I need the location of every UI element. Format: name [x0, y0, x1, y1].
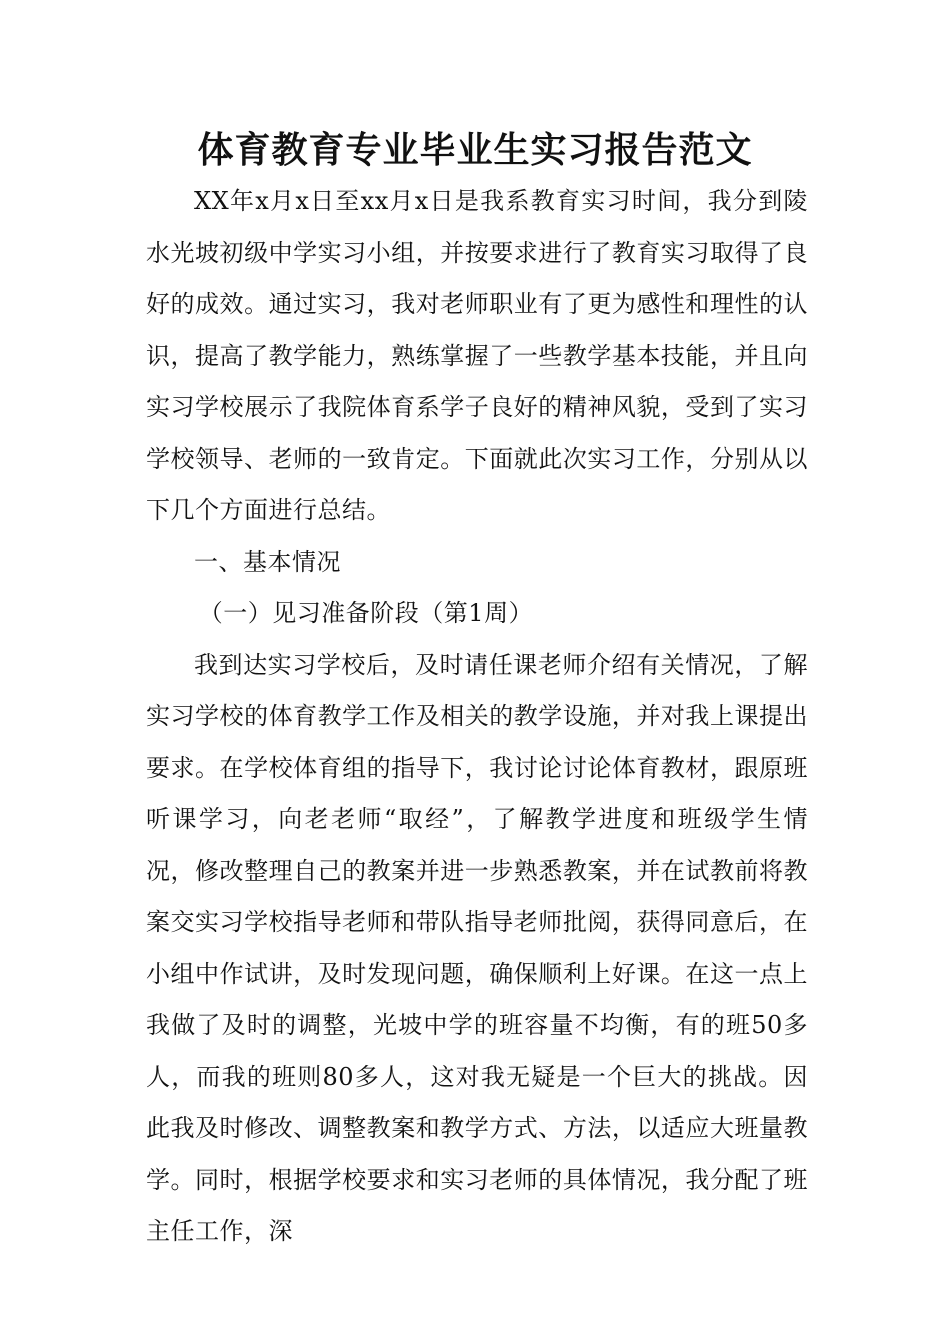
document-title: 体育教育专业毕业生实习报告范文 [197, 130, 753, 171]
section-heading: 一、基本情况 [194, 547, 341, 576]
subsection-heading: （一）见习准备阶段（第1周） [198, 599, 534, 627]
intro-paragraph: XX年x月x日至xx月x日是我系教育实习时间，我分到陵水光坡初级中学实习小组，并按要求进行了教育实习取得了良好的成效。通过实习，我对老师职业有了更为感性和理性的认识，提高了教学能力，熟练掌握了一些教学基本技能，并且向实习学校展示了我院体育系学子良好的精神风貌，受到了实习学校领导、老师的一致肯定。下面就此次实习工作，分别从以下几个方面进行总结。 [146, 187, 808, 524]
body-paragraph: 我到达实习学校后，及时请任课老师介绍有关情况，了解实习学校的体育教学工作及相关的教学设施，并对我上课提出要求。在学校体育组的指导下，我讨论讨论体育教材，跟原班听课学习，向老老师“取经”，了解教学进度和班级学生情况，修改整理自己的教案并进一步熟悉教案，并在试教前将教案交实习学校指导老师和带队指导老师批阅，获得同意后，在小组中作试讲，及时发现问题，确保顺利上好课。在这一点上我做了及时的调整，光坡中学的班容量不均衡，有的班50多人，而我的班则80多人，这对我无疑是一个巨大的挑战。因此我及时修改、调整教案和教学方式、方法，以适应大班量教学。同时，根据学校要求和实习老师的具体情况，我分配了班主任工作，深 [146, 650, 808, 1245]
document-body [146, 176, 808, 1258]
